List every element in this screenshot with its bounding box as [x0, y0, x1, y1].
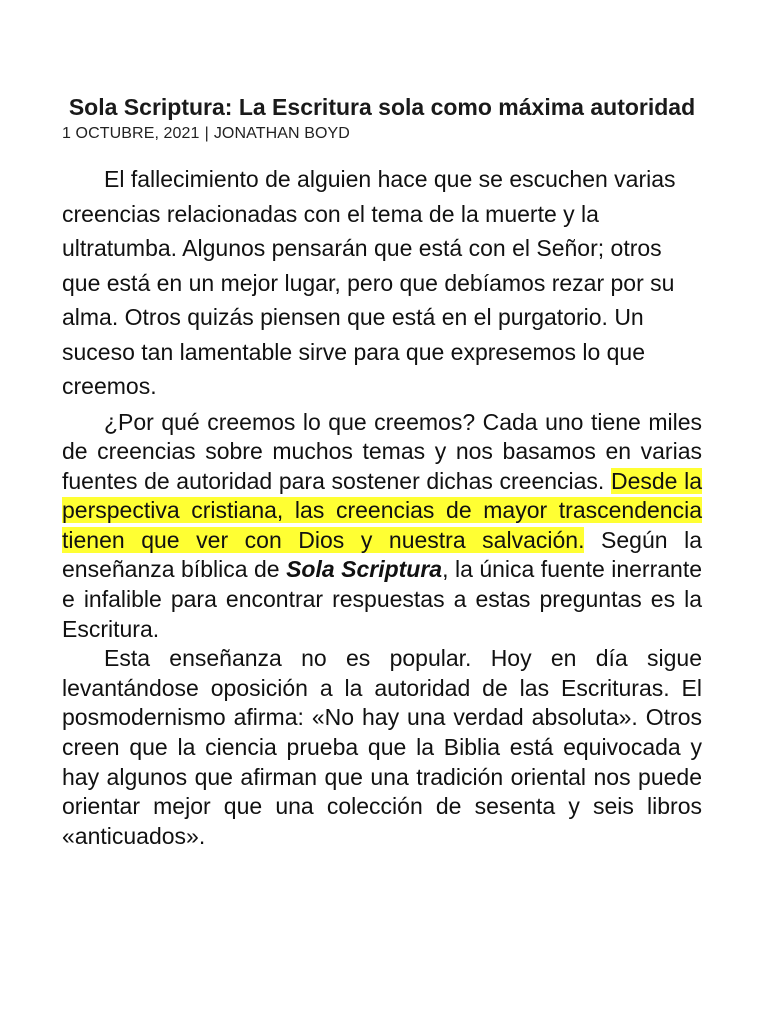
byline-separator: | — [204, 125, 209, 142]
paragraph-2-intro: ¿Por qué creemos lo que creemos? Cada uno tiene miles de creencias sobre muchos temas y nos basamos en varias fuentes de autoridad para sostener dichas creencias. — [62, 408, 702, 494]
paragraph-1: El fallecimiento de alguien hace que se escuchen varias creencias relacionadas con el tema de la muerte y la ultratumba. Algunos pensarán que está con el Señor; otros que está en un mejor lugar, pero que debíamos rezar por su alma. Otros quizás piensen que está en el purgatorio. Un suceso tan lamentable sirve para que expresemos lo que creemos. — [62, 166, 676, 399]
article-author: JONATHAN BOYD — [213, 125, 350, 142]
article-byline — [62, 124, 702, 144]
sola-scriptura-emphasis: Sola Scriptura — [286, 556, 443, 583]
document-page — [62, 92, 702, 851]
paragraph-2-end: , la única fuente inerrante e infalible para encontrar respuestas a estas preguntas es la Escritura. — [62, 556, 703, 642]
highlighted-text: Desde la perspectiva cristiana, las creencias de mayor trascendencia tienen que ver con Dios y nuestra salvación. — [62, 467, 702, 553]
paragraph-3: Esta enseñanza no es popular. Hoy en día sigue levantándose oposición a la autoridad de las Escrituras. El posmodernismo afirma: «No hay una verdad absoluta». Otros creen que la ciencia prueba que la Biblia está equivocada y hay algunos que afirman que una tradición oriental nos puede orientar mejor que una colección de sesenta y seis libros «anticuados». — [62, 645, 702, 849]
article-date: 1 OCTUBRE, 2021 — [62, 125, 200, 142]
article-title: Sola Scriptura: La Escritura sola como máxima autoridad — [68, 94, 696, 120]
paragraph-2-middle: Según la enseñanza bíblica de — [62, 526, 702, 583]
paragraph-2 — [62, 408, 702, 645]
